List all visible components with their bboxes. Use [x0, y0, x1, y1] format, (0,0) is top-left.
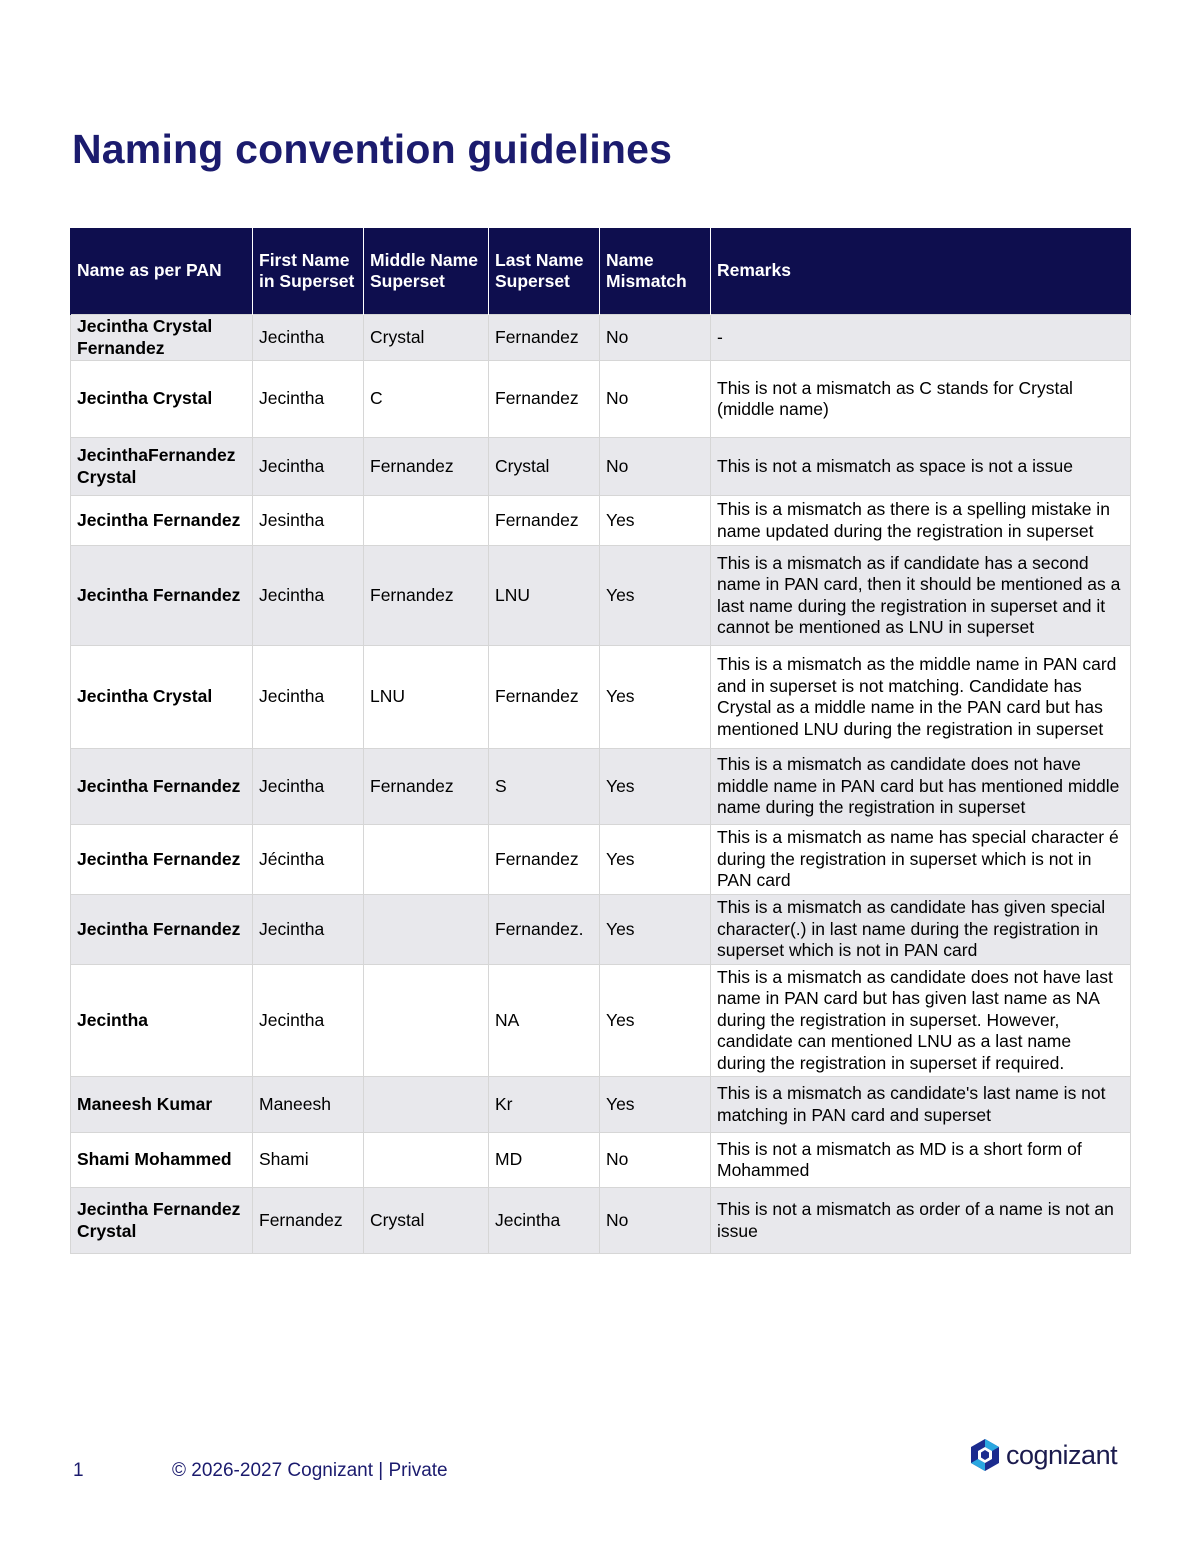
cell-pan-name: JecinthaFernandez Crystal — [71, 438, 253, 496]
page-title: Naming convention guidelines — [72, 126, 673, 172]
header-remarks: Remarks — [711, 228, 1131, 315]
cell-pan-name: Jecintha Crystal — [71, 646, 253, 749]
cell-mismatch: Yes — [600, 1077, 711, 1133]
cell-first-name: Jecintha — [253, 438, 364, 496]
cell-remarks: This is not a mismatch as C stands for Crystal (middle name) — [711, 361, 1131, 438]
cell-remarks: This is a mismatch as if candidate has a second name in PAN card, then it should be mentioned as a last name during the registration in superset and it cannot be mentioned as LNU in superset — [711, 546, 1131, 646]
copyright-notice: © 2026-2027 Cognizant | Private — [172, 1460, 448, 1481]
cell-remarks: - — [711, 315, 1131, 361]
cell-first-name: Jecintha — [253, 749, 364, 825]
cell-pan-name: Jecintha Fernandez — [71, 546, 253, 646]
table-row — [71, 825, 1131, 895]
header-last-name: Last Name Superset — [489, 228, 600, 315]
table-row — [71, 315, 1131, 361]
cell-last-name: MD — [489, 1133, 600, 1188]
table-header-row — [71, 228, 1131, 315]
table-row — [71, 1188, 1131, 1254]
table-row — [71, 749, 1131, 825]
cell-remarks: This is not a mismatch as order of a name is not an issue — [711, 1188, 1131, 1254]
cell-first-name: Jecintha — [253, 315, 364, 361]
cognizant-logo-icon — [968, 1438, 1002, 1472]
cell-pan-name: Jecintha Fernandez — [71, 749, 253, 825]
cell-first-name: Jecintha — [253, 895, 364, 965]
cell-mismatch: Yes — [600, 496, 711, 546]
cell-remarks: This is a mismatch as candidate does not have middle name in PAN card but has mentioned middle name during the registration in superset — [711, 749, 1131, 825]
cell-last-name: Fernandez — [489, 825, 600, 895]
cell-remarks: This is a mismatch as candidate does not have last name in PAN card but has given last name as NA during the registration in superset. However, candidate can mentioned LNU as a last name during the registration in superset if required. — [711, 965, 1131, 1077]
logo-wordmark: cognizant — [1006, 1439, 1118, 1470]
header-name-as-per-pan: Name as per PAN — [71, 228, 253, 315]
table-row — [71, 895, 1131, 965]
table-row — [71, 646, 1131, 749]
cell-mismatch: No — [600, 438, 711, 496]
cell-last-name: Crystal — [489, 438, 600, 496]
cell-mismatch: Yes — [600, 965, 711, 1077]
cell-middle-name: C — [364, 361, 489, 438]
cell-middle-name — [364, 825, 489, 895]
table-row — [71, 965, 1131, 1077]
table-row — [71, 1133, 1131, 1188]
cognizant-logo — [968, 1437, 1133, 1473]
cell-middle-name — [364, 965, 489, 1077]
cell-last-name: Fernandez — [489, 361, 600, 438]
page-number: 1 — [73, 1460, 84, 1481]
cell-first-name: Jecintha — [253, 546, 364, 646]
cell-pan-name: Jecintha Crystal Fernandez — [71, 315, 253, 361]
cell-mismatch: No — [600, 1133, 711, 1188]
naming-convention-table — [70, 228, 1131, 1254]
cell-mismatch: Yes — [600, 749, 711, 825]
cell-remarks: This is a mismatch as there is a spelling mistake in name updated during the registration in superset — [711, 496, 1131, 546]
cell-middle-name: LNU — [364, 646, 489, 749]
cell-middle-name: Crystal — [364, 1188, 489, 1254]
cell-last-name: Kr — [489, 1077, 600, 1133]
cell-middle-name: Fernandez — [364, 438, 489, 496]
cell-last-name: Fernandez. — [489, 895, 600, 965]
cell-middle-name — [364, 895, 489, 965]
cell-mismatch: No — [600, 1188, 711, 1254]
table-row — [71, 1077, 1131, 1133]
cell-mismatch: Yes — [600, 825, 711, 895]
cell-mismatch: No — [600, 361, 711, 438]
cell-mismatch: No — [600, 315, 711, 361]
cell-pan-name: Jecintha Fernandez — [71, 895, 253, 965]
cell-pan-name: Jecintha Fernandez — [71, 496, 253, 546]
cell-last-name: LNU — [489, 546, 600, 646]
cell-first-name: Jécintha — [253, 825, 364, 895]
table-row — [71, 546, 1131, 646]
cell-remarks: This is a mismatch as name has special character é during the registration in superset which is not in PAN card — [711, 825, 1131, 895]
cell-remarks: This is not a mismatch as space is not a issue — [711, 438, 1131, 496]
cell-remarks: This is not a mismatch as MD is a short form of Mohammed — [711, 1133, 1131, 1188]
cell-middle-name — [364, 496, 489, 546]
cell-remarks: This is a mismatch as candidate has given special character(.) in last name during the registration in superset which is not in PAN card — [711, 895, 1131, 965]
cell-pan-name: Jecintha Fernandez — [71, 825, 253, 895]
cell-first-name: Shami — [253, 1133, 364, 1188]
cell-middle-name — [364, 1077, 489, 1133]
cell-pan-name: Maneesh Kumar — [71, 1077, 253, 1133]
cell-first-name: Fernandez — [253, 1188, 364, 1254]
cell-first-name: Jesintha — [253, 496, 364, 546]
cell-middle-name — [364, 1133, 489, 1188]
cell-mismatch: Yes — [600, 895, 711, 965]
cell-pan-name: Jecintha — [71, 965, 253, 1077]
cell-middle-name: Fernandez — [364, 749, 489, 825]
cell-mismatch: Yes — [600, 646, 711, 749]
cell-first-name: Jecintha — [253, 965, 364, 1077]
cell-pan-name: Shami Mohammed — [71, 1133, 253, 1188]
cell-middle-name: Fernandez — [364, 546, 489, 646]
cell-remarks: This is a mismatch as the middle name in PAN card and in superset is not matching. Candidate has Crystal as a middle name in the PAN card but has mentioned LNU during the registration in superset — [711, 646, 1131, 749]
cell-first-name: Jecintha — [253, 361, 364, 438]
cell-last-name: NA — [489, 965, 600, 1077]
cell-middle-name: Crystal — [364, 315, 489, 361]
header-middle-name: Middle Name Superset — [364, 228, 489, 315]
cell-last-name: Fernandez — [489, 646, 600, 749]
cell-first-name: Jecintha — [253, 646, 364, 749]
table-row — [71, 496, 1131, 546]
cell-mismatch: Yes — [600, 546, 711, 646]
table-row — [71, 361, 1131, 438]
cell-first-name: Maneesh — [253, 1077, 364, 1133]
cell-last-name: Jecintha — [489, 1188, 600, 1254]
header-name-mismatch: Name Mismatch — [600, 228, 711, 315]
cell-pan-name: Jecintha Crystal — [71, 361, 253, 438]
cell-last-name: Fernandez — [489, 315, 600, 361]
cell-last-name: S — [489, 749, 600, 825]
table-row — [71, 438, 1131, 496]
header-first-name: First Name in Superset — [253, 228, 364, 315]
cell-pan-name: Jecintha Fernandez Crystal — [71, 1188, 253, 1254]
cell-last-name: Fernandez — [489, 496, 600, 546]
cell-remarks: This is a mismatch as candidate's last name is not matching in PAN card and superset — [711, 1077, 1131, 1133]
